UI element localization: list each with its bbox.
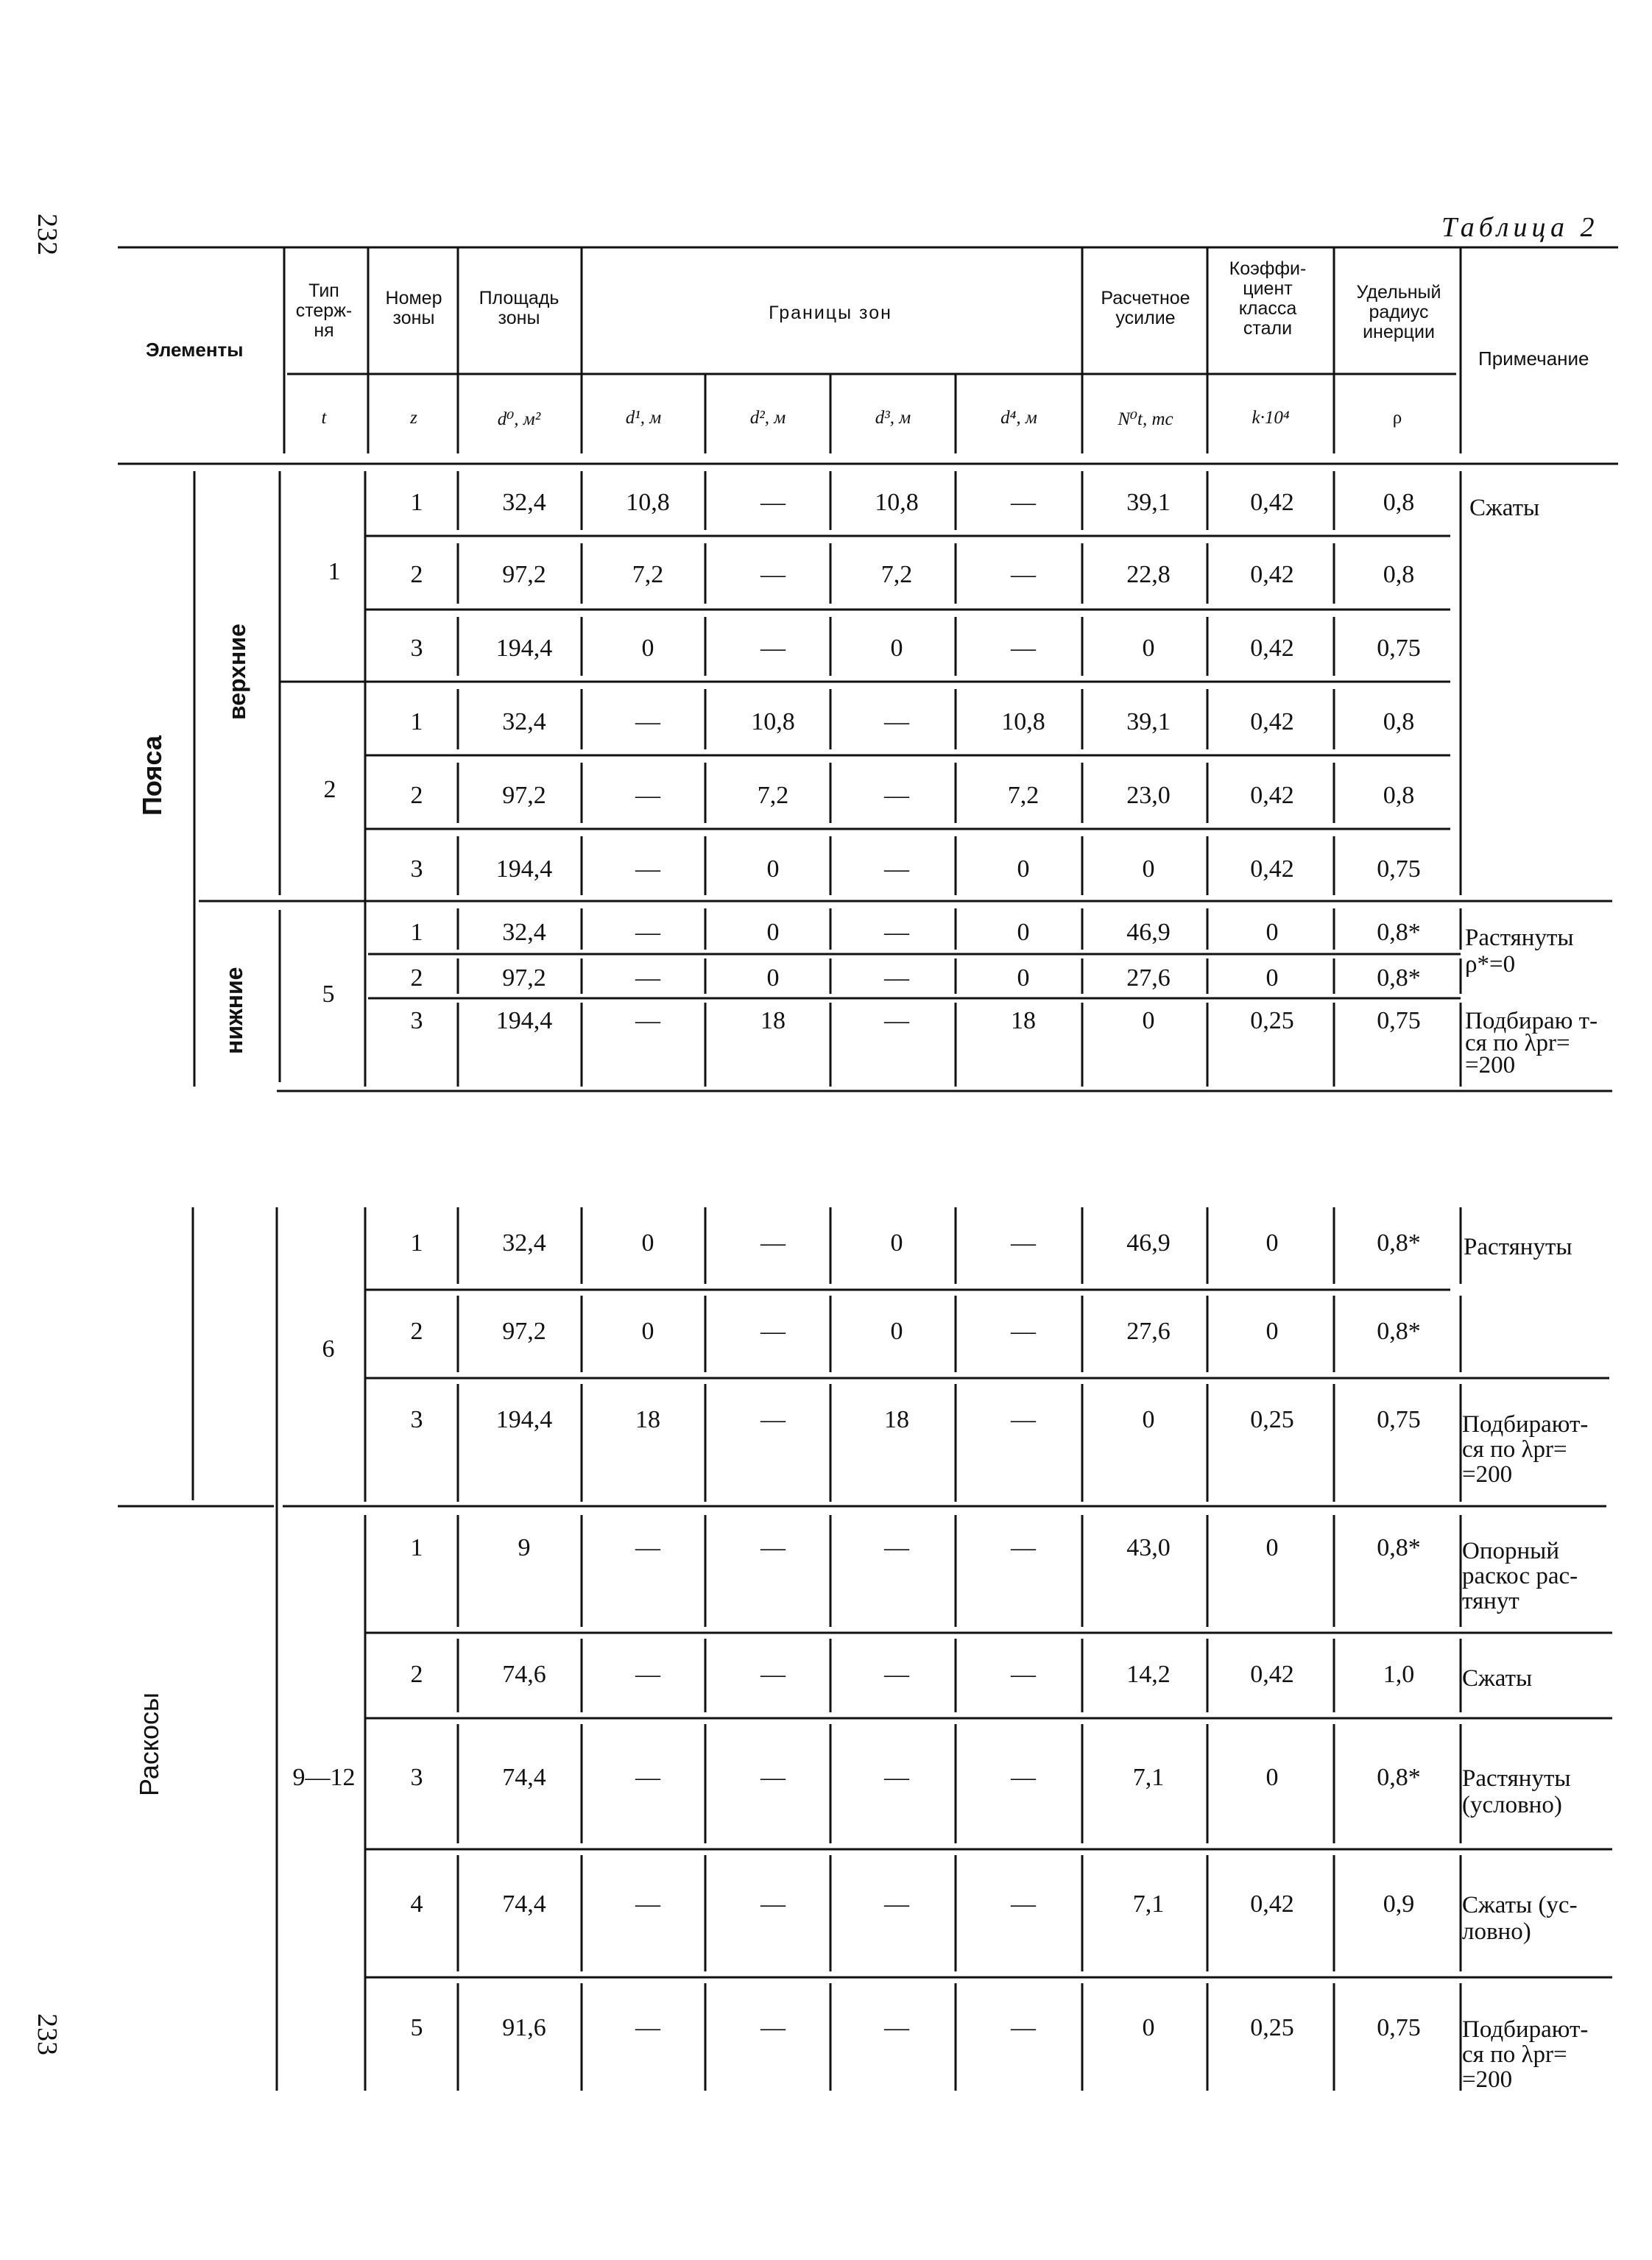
cell-N: 0: [1142, 2014, 1155, 2041]
cell-z: 2: [410, 964, 423, 992]
cell-d0: 97,2: [502, 1318, 546, 1345]
group-nizhnie: нижние: [221, 967, 247, 1054]
cell-N: 46,9: [1126, 919, 1171, 946]
cell-z: 1: [410, 1534, 423, 1561]
header-coef: Коэффи- циент класса стали: [1229, 258, 1307, 339]
sym-t: t: [321, 408, 327, 428]
cell-d3: —: [884, 855, 909, 883]
cell-N: 0: [1142, 1007, 1155, 1034]
cell-rho: 0,8*: [1377, 964, 1421, 992]
cell-d1: —: [635, 1007, 660, 1034]
note-podbirayutsya-raskosy: Подбирают- ся по λpr= =200: [1462, 2016, 1589, 2093]
cell-d4: —: [1011, 635, 1036, 662]
cell-k: 0,25: [1250, 2014, 1294, 2041]
cell-d3: —: [884, 1534, 909, 1561]
cell-d0: 194,4: [495, 855, 553, 883]
cell-z: 5: [410, 2014, 423, 2041]
cell-N: 14,2: [1126, 1661, 1171, 1688]
cell-rho: 0,8*: [1377, 1534, 1421, 1561]
cell-d2: 7,2: [757, 782, 789, 809]
cell-d4: —: [1011, 1229, 1036, 1257]
cell-z: 3: [410, 1764, 423, 1791]
cell-rho: 0,8: [1383, 708, 1415, 735]
cell-d2: —: [760, 1534, 786, 1561]
cell-d0: 32,4: [502, 489, 546, 516]
cell-z: 3: [410, 635, 423, 662]
cell-d2: 0: [766, 964, 780, 992]
cell-d2: —: [760, 1661, 786, 1688]
note-szhaty-2: Сжаты: [1462, 1665, 1533, 1692]
cell-d0: 194,4: [495, 1406, 553, 1433]
cell-d4: —: [1011, 1318, 1036, 1345]
cell-d2: 18: [760, 1007, 786, 1034]
cell-k: 0,42: [1250, 561, 1294, 588]
cell-d2: —: [760, 1318, 786, 1345]
cell-d1: 0: [641, 635, 654, 662]
cell-N: 46,9: [1126, 1229, 1171, 1257]
cell-d3: 0: [890, 1318, 903, 1345]
cell-d4: —: [1011, 2014, 1036, 2041]
cell-z: 2: [410, 782, 423, 809]
cell-d0: 194,4: [495, 635, 553, 662]
cell-k: 0: [1266, 1318, 1279, 1345]
cell-d1: 18: [635, 1406, 660, 1433]
cell-d4: 0: [1017, 964, 1030, 992]
cell-z: 1: [410, 489, 423, 516]
type-9-12: 9—12: [292, 1764, 356, 1791]
cell-d3: 0: [890, 1229, 903, 1257]
note-szhaty: Сжаты: [1469, 495, 1540, 521]
cell-d0: 32,4: [502, 1229, 546, 1257]
cell-d2: —: [760, 1229, 786, 1257]
cell-d3: 0: [890, 635, 903, 662]
cell-d3: —: [884, 1764, 909, 1791]
cell-N: 22,8: [1126, 561, 1171, 588]
header-radius: Удельный радиус инерции: [1356, 282, 1441, 342]
note-podbirayutsya-6: Подбирают- ся по λpr= =200: [1462, 1411, 1589, 1488]
cell-d1: —: [635, 1534, 660, 1561]
note-rastyanuty-rho: Растянуты ρ*=0: [1465, 925, 1574, 978]
cell-rho: 0,75: [1377, 1007, 1421, 1034]
cell-d3: —: [884, 2014, 909, 2041]
sym-d1: d¹, м: [625, 408, 662, 428]
cell-rho: 0,8: [1383, 489, 1415, 516]
type-2: 2: [323, 776, 336, 803]
header-force: Расчетное усилие: [1101, 288, 1190, 328]
cell-d1: 0: [641, 1318, 654, 1345]
cell-z: 3: [410, 1007, 423, 1034]
cell-z: 2: [410, 1318, 423, 1345]
cell-rho: 0,8*: [1377, 919, 1421, 946]
cell-d0: 74,4: [502, 1890, 546, 1918]
cell-k: 0: [1266, 1229, 1279, 1257]
cell-d1: —: [635, 919, 660, 946]
cell-k: 0,42: [1250, 1890, 1294, 1918]
cell-N: 27,6: [1126, 1318, 1171, 1345]
cell-N: 0: [1142, 635, 1155, 662]
cell-k: 0: [1266, 919, 1279, 946]
cell-N: 0: [1142, 1406, 1155, 1433]
sym-z: z: [410, 408, 417, 428]
header-type: Тип стерж- ня: [295, 280, 353, 341]
cell-rho: 0,75: [1377, 1406, 1421, 1433]
cell-k: 0: [1266, 1534, 1279, 1561]
sym-rho: ρ: [1392, 408, 1402, 428]
cell-d4: —: [1011, 1890, 1036, 1918]
cell-k: 0,42: [1250, 855, 1294, 883]
cell-d1: 0: [641, 1229, 654, 1257]
header-note: Примечание: [1478, 347, 1589, 370]
cell-N: 27,6: [1126, 964, 1171, 992]
cell-d0: 91,6: [502, 2014, 546, 2041]
group-verkhnie: верхние: [224, 624, 250, 720]
cell-k: 0: [1266, 1764, 1279, 1791]
cell-d0: 32,4: [502, 708, 546, 735]
cell-k: 0,25: [1250, 1406, 1294, 1433]
cell-N: 0: [1142, 855, 1155, 883]
cell-N: 39,1: [1126, 489, 1171, 516]
cell-d1: —: [635, 782, 660, 809]
cell-d1: —: [635, 964, 660, 992]
cell-z: 3: [410, 855, 423, 883]
page-number-top: 232: [32, 213, 63, 255]
sym-N: N⁰t, тс: [1118, 409, 1173, 429]
cell-d3: —: [884, 964, 909, 992]
cell-d3: 7,2: [880, 561, 913, 588]
type-1: 1: [328, 558, 341, 585]
sym-d2: d², м: [749, 408, 786, 428]
group-raskosy: Раскосы: [134, 1692, 164, 1796]
cell-rho: 0,8*: [1377, 1764, 1421, 1791]
cell-rho: 0,8*: [1377, 1318, 1421, 1345]
cell-d1: —: [635, 855, 660, 883]
sym-d4: d⁴, м: [1000, 408, 1037, 428]
cell-N: 23,0: [1126, 782, 1171, 809]
cell-d0: 74,4: [502, 1764, 546, 1791]
cell-k: 0: [1266, 964, 1279, 992]
cell-d0: 194,4: [495, 1007, 553, 1034]
cell-d3: —: [884, 1661, 909, 1688]
cell-d0: 9: [518, 1534, 531, 1561]
cell-rho: 0,75: [1377, 855, 1421, 883]
cell-d4: —: [1011, 561, 1036, 588]
cell-d4: —: [1011, 1406, 1036, 1433]
cell-d2: —: [760, 1406, 786, 1433]
cell-d0: 97,2: [502, 782, 546, 809]
cell-z: 3: [410, 1406, 423, 1433]
cell-d3: 10,8: [875, 489, 919, 516]
cell-rho: 0,8*: [1377, 1229, 1421, 1257]
cell-d3: 18: [884, 1406, 909, 1433]
cell-d3: —: [884, 708, 909, 735]
header-elements: Элементы: [146, 339, 244, 361]
cell-d2: —: [760, 2014, 786, 2041]
cell-d4: —: [1011, 1764, 1036, 1791]
cell-d4: 7,2: [1007, 782, 1039, 809]
cell-d0: 74,6: [502, 1661, 546, 1688]
cell-d0: 97,2: [502, 561, 546, 588]
note-rastyanuty-6: Растянуты: [1464, 1234, 1572, 1260]
cell-d1: —: [635, 1890, 660, 1918]
cell-z: 4: [410, 1890, 423, 1918]
cell-d1: —: [635, 708, 660, 735]
cell-k: 0,42: [1250, 782, 1294, 809]
cell-d2: 0: [766, 855, 780, 883]
cell-d1: —: [635, 2014, 660, 2041]
note-rastyanuty-uslovno: Растянуты (условно): [1462, 1765, 1571, 1818]
cell-d3: —: [884, 782, 909, 809]
cell-d3: —: [884, 1007, 909, 1034]
cell-d4: —: [1011, 489, 1036, 516]
cell-N: 7,1: [1132, 1764, 1165, 1791]
cell-N: 39,1: [1126, 708, 1171, 735]
cell-d4: 10,8: [1001, 708, 1045, 735]
cell-k: 0,42: [1250, 1661, 1294, 1688]
cell-d2: —: [760, 489, 786, 516]
sym-d0: d⁰, м²: [497, 409, 541, 429]
cell-d2: —: [760, 561, 786, 588]
note-szhaty-uslovno: Сжаты (ус- ловно): [1462, 1892, 1578, 1945]
note-opornyi-raskos: Опорный раскос рас- тянут: [1462, 1538, 1578, 1614]
cell-N: 43,0: [1126, 1534, 1171, 1561]
cell-z: 1: [410, 1229, 423, 1257]
cell-k: 0,25: [1250, 1007, 1294, 1034]
cell-rho: 0,75: [1377, 2014, 1421, 2041]
header-zone-no: Номер зоны: [385, 288, 442, 328]
cell-d2: 0: [766, 919, 780, 946]
cell-d4: 0: [1017, 919, 1030, 946]
group-poyasa: Пояса: [137, 735, 167, 816]
page-number-bottom: 233: [32, 2013, 63, 2055]
cell-rho: 1,0: [1383, 1661, 1415, 1688]
type-5: 5: [322, 981, 335, 1008]
cell-k: 0,42: [1250, 489, 1294, 516]
type-6: 6: [322, 1335, 335, 1363]
cell-d4: —: [1011, 1534, 1036, 1561]
cell-rho: 0,8: [1383, 561, 1415, 588]
cell-d0: 97,2: [502, 964, 546, 992]
cell-rho: 0,8: [1383, 782, 1415, 809]
cell-rho: 0,9: [1383, 1890, 1415, 1918]
sym-d3: d³, м: [875, 408, 911, 428]
cell-d1: 10,8: [626, 489, 670, 516]
cell-d0: 32,4: [502, 919, 546, 946]
cell-d1: —: [635, 1764, 660, 1791]
cell-d1: 7,2: [632, 561, 664, 588]
cell-d4: —: [1011, 1661, 1036, 1688]
cell-d2: —: [760, 1764, 786, 1791]
note-podbirayutsya-top: Подбираю т- ся по λpr= =200: [1465, 1008, 1598, 1078]
cell-d2: —: [760, 635, 786, 662]
table-title: Таблица 2: [1441, 212, 1599, 243]
cell-k: 0,42: [1250, 635, 1294, 662]
header-zone-bounds: Границы зон: [769, 303, 892, 323]
cell-d3: —: [884, 1890, 909, 1918]
cell-z: 2: [410, 1661, 423, 1688]
cell-k: 0,42: [1250, 708, 1294, 735]
sym-k: k·10⁴: [1252, 408, 1290, 428]
cell-d4: 18: [1011, 1007, 1036, 1034]
cell-d1: —: [635, 1661, 660, 1688]
cell-d4: 0: [1017, 855, 1030, 883]
cell-z: 1: [410, 708, 423, 735]
header-zone-area: Площадь зоны: [479, 288, 560, 328]
cell-z: 1: [410, 919, 423, 946]
cell-d2: —: [760, 1890, 786, 1918]
cell-N: 7,1: [1132, 1890, 1165, 1918]
cell-z: 2: [410, 561, 423, 588]
cell-rho: 0,75: [1377, 635, 1421, 662]
cell-d3: —: [884, 919, 909, 946]
cell-d2: 10,8: [751, 708, 795, 735]
